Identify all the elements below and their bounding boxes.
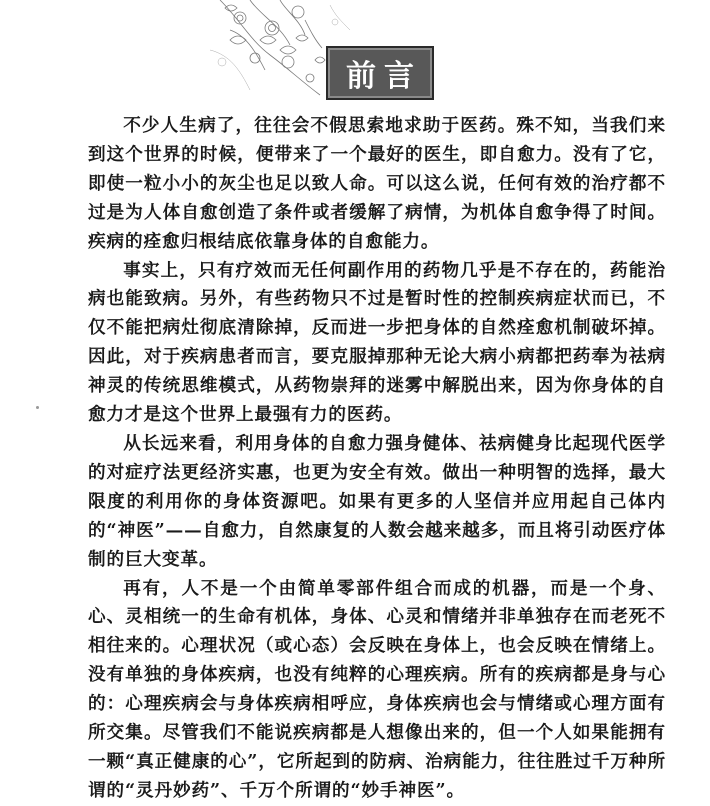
paragraph: 从长远来看，利用身体的自愈力强身健体、祛病健身比起现代医学的对症疗法更经济实惠，也更为安全有效。做出一种明智的选择，最大限度的利用你的身体资源吧。如果有更多的人坚信并应用起自己体内的“神医”——自愈力，自然康复的人数会越来越多，而且将引动医疗体制的巨大变革。 bbox=[88, 432, 666, 570]
paragraph: 事实上，只有疗效而无任何副作用的药物几乎是不存在的，药能治病也能致病。另外，有些药物只不过是暂时性的控制疾病症状而已，不仅不能把病灶彻底清除掉，反而进一步把身体的自然痊愈机制破坏掉。因此，对于疾病患者而言，要克服掉那种无论大病小病都把药奉为祛病神灵的传统思维模式，从药物崇拜的迷雾中解脱出来，因为你身体的自愈力才是这个世界上最强有力的医药。 bbox=[88, 259, 666, 426]
paragraph: 再有，人不是一个由简单零部件组合而成的机器，而是一个身、心、灵相统一的生命有机体，身体、心灵和情绪并非单独存在而老死不相往来的。心理状况（或心态）会反映在身体上，也会反映在情绪上。没有单独的身体疾病，也没有纯粹的心理疾病。所有的疾病都是身与心的：心理疾病会与身体疾病相呼应，身体疾病也会与情绪或心理方面有所交集。尽管我们不能说疾病都是人想像出来的，但一个人如果能拥有一颗“真正健康的心”，它所起到的防病、治病能力，往往胜过千万种所谓的“灵丹妙药”、千万个所谓的“妙手神医”。 bbox=[88, 577, 666, 801]
preface-body bbox=[88, 112, 666, 806]
paragraph: 不少人生病了，往往会不假思索地求助于医药。殊不知，当我们来到这个世界的时候，便带来了一个最好的医生，即自愈力。没有了它，即使一粒小小的灰尘也足以致人命。可以这么说，任何有效的治疗都不过是为人体自愈创造了条件或者缓解了病情，为机体自愈争得了时间。疾病的痊愈归根结底依靠身体的自愈能力。 bbox=[88, 115, 666, 252]
chapter-title-box bbox=[326, 46, 434, 100]
margin-mark bbox=[36, 406, 39, 409]
chapter-title: 前言 bbox=[346, 59, 422, 94]
